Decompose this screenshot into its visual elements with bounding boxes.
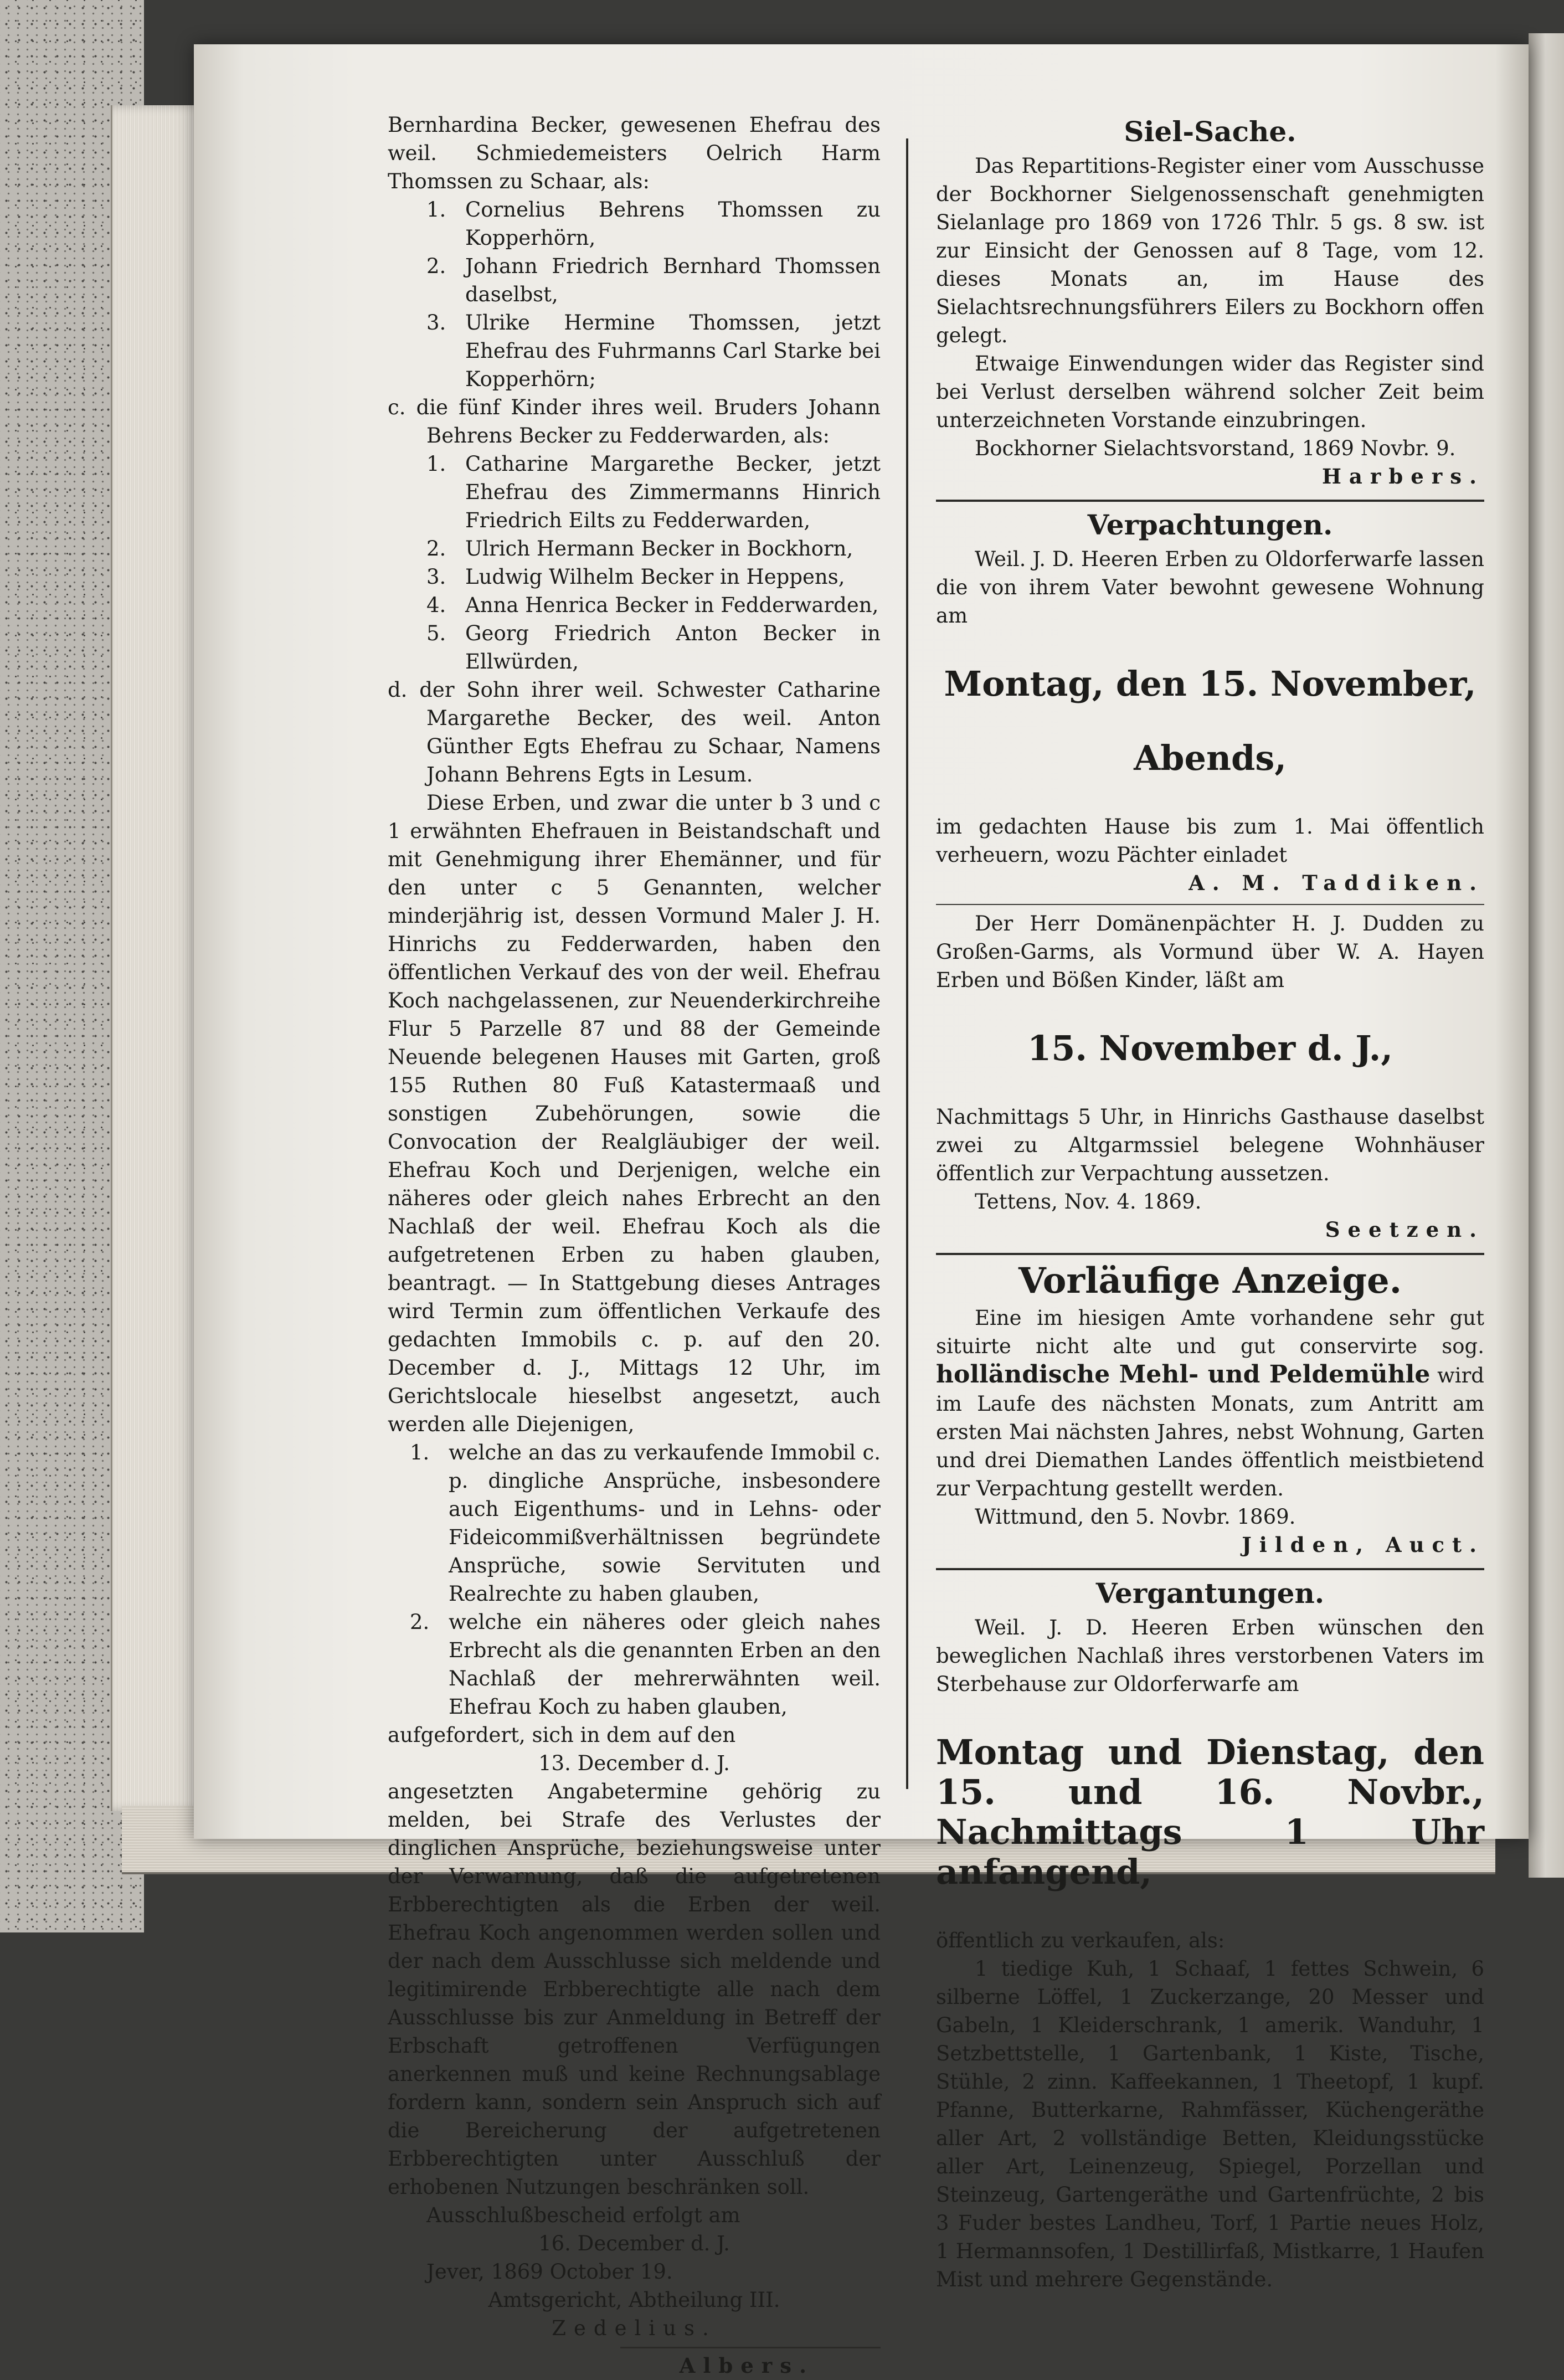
left-column <box>388 111 881 2380</box>
c-intro: c. die fünf Kinder ihres weil. Bruders Johann Behrens Becker zu Fedderwarden, als: <box>388 395 881 448</box>
heir-item: 3. Ludwig Wilhelm Becker in Heppens, <box>426 565 845 589</box>
date-line: 16. December d. J. <box>538 2232 730 2255</box>
vergantungen-sale: öffentlich zu verkaufen, als: <box>936 1929 1225 1952</box>
section-heading-vorlaeufige: Vorläufige Anzeige. <box>1018 1260 1402 1302</box>
warning-paragraph: angesetzten Angabetermine gehörig zu melden, bei Strafe des Verlustes der dinglichen Ansprüche, beziehungsweise unter der Verwarnung, daß die aufgetretenen Erbberechtigten als die Erben der weil. Ehefrau Koch angenommen werden sollen und der nach dem Ausschlusse sich meldende und legitimirende Erbberechtigte alle nach dem Ausschlusse bis zur Anmeldung in Betreff der Erbschaft getroffenen Verfügungen anerkennen muß und keine Rechnungsablage fordern kann, sondern sein Anspruch sich auf die Bereicherung der aufgetretenen Erbberechtigten unter Ausschluß der erhobenen Nutzungen beschränken soll. <box>388 1780 881 2199</box>
signer-name: Zedelius. <box>552 2316 717 2340</box>
ad1-signer: A. M. Taddiken. <box>1189 871 1484 895</box>
section-rule <box>936 500 1484 502</box>
ad1-intro: Weil. J. D. Heeren Erben zu Oldorferwarfe lassen die von ihrem Vater bewohnt gewesene Wohnung am <box>936 547 1484 628</box>
heir-item: 3. Ulrike Hermine Thomssen, jetzt Ehefrau des Fuhrmanns Carl Starke bei Kopperhörn; <box>426 311 881 391</box>
intro-text: Bernhardina Becker, gewesenen Ehefrau des weil. Schmiedemeisters Oelrich Harm Thomssen zu Schaar, als: <box>388 113 881 193</box>
section-rule <box>936 1568 1484 1570</box>
heir-item: 4. Anna Henrica Becker in Fedderwarden, <box>426 593 879 617</box>
ad2-date: 15. November d. J., <box>1027 1028 1393 1068</box>
footer-rule <box>620 2347 881 2348</box>
ausschluss-line: Ausschlußbescheid erfolgt am <box>426 2203 740 2227</box>
section-heading-siel: Siel-Sache. <box>1124 115 1297 148</box>
siel-body-2: Etwaige Einwendungen wider das Register sind bei Verlust derselben während solcher Zeit beim unterzeichneten Vorstande einzubringen. <box>936 352 1484 432</box>
mill-name: holländische Mehl- und Peldemühle <box>936 1360 1431 1389</box>
ad-divider <box>936 904 1484 905</box>
ad2-body: Nachmittags 5 Uhr, in Hinrichs Gasthause daselbst zwei zu Altgarmssiel belegene Wohnhäuser öffentlich zur Verpachtung aussetzen. <box>936 1105 1484 1185</box>
heir-item: 1. Cornelius Behrens Thomssen zu Kopperhörn, <box>426 198 881 250</box>
claim-item: 1. welche an das zu verkaufende Immobil c. p. dingliche Ansprüche, insbesondere auch Eigenthums- und in Lehns- oder Fideicommißverhältnissen begründete Ansprüche, sowie Servituten und Realrechte zu haben glauben, <box>410 1441 881 1606</box>
vergantungen-intro: Weil. J. D. Heeren Erben wünschen den beweglichen Nachlaß ihres verstorbenen Vaters im Sterbehause zur Oldorferwarfe am <box>936 1616 1484 1696</box>
summons-text: aufgefordert, sich in dem auf den <box>388 1723 736 1747</box>
date-line: 13. December d. J. <box>538 1751 730 1775</box>
section-rule <box>936 1253 1484 1255</box>
main-paragraph: Diese Erben, und zwar die unter b 3 und c 1 erwähnten Ehefrauen in Beistandschaft und mit Genehmigung ihrer Ehemänner, und für den unter c 5 Genannten, welcher minderjährig ist, dessen Vormund Maler J. H. Hinrichs zu Fedderwarden, haben den öffentlichen Verkauf des von der weil. Ehefrau Koch nachgelassenen, zur Neuenderkirchreihe Flur 5 Parzelle 87 und 88 der Gemeinde Neuende belegenen Hauses mit Garten, groß 155 Ruthen 80 Fuß Katastermaaß und sonstigen Zubehörungen, sowie die Convocation der Realgläubiger der weil. Ehefrau Koch und Derjenigen, welche ein näheres oder gleich nahes Erbrecht an den Nachlaß der weil. Ehefrau Koch als die aufgetretenen Erben zu haben glauben, beantragt. — In Stattgebung dieses Antrages wird Termin zum öffentlichen Verkaufe des gedachten Immobils c. p. auf den 20. December d. J., Mittags 12 Uhr, im Gerichtslocale hieselbst angesetzt, auch werden alle Diejenigen, <box>388 791 881 1436</box>
vergantungen-date: Montag und Dienstag, den 15. und 16. Novbr., Nachmittags 1 Uhr anfangend, <box>936 1732 1484 1892</box>
siel-dateline: Bockhorner Sielachtsvorstand, 1869 Novbr. 9. <box>975 436 1456 460</box>
heir-item: 5. Georg Friedrich Anton Becker in Ellwürden, <box>426 621 881 674</box>
section-heading-vergantungen: Vergantungen. <box>1095 1577 1325 1610</box>
vorlaeufige-body: Eine im hiesigen Amte vorhandene sehr gut situirte nicht alte und gut conservirte sog. holländische Mehl- und Peldemühle wird im Laufe des nächsten Monats, zum Antritt am ersten Mai nächsten Jahres, nebst Wohnung, Garten und drei Diemathen Landes öffentlich meistbietend zur Verpachtung gestellt werden. <box>936 1306 1484 1500</box>
ad2-intro: Der Herr Domänenpächter H. J. Dudden zu Großen-Garms, als Vormund über W. A. Hayen Erben und Bößen Kinder, läßt am <box>936 912 1484 992</box>
ad2-signer: Seetzen. <box>1325 1217 1484 1242</box>
heir-item: 1. Catharine Margarethe Becker, jetzt Ehefrau des Zimmermanns Hinrich Friedrich Eilts zu Fedderwarden, <box>426 452 881 532</box>
ad1-body: im gedachten Hause bis zum 1. Mai öffentlich verheuern, wozu Pächter einladet <box>936 815 1484 867</box>
next-page-edge <box>1529 33 1564 1878</box>
vergantungen-items: 1 tiedige Kuh, 1 Schaaf, 1 fettes Schwein, 6 silberne Löffel, 1 Zuckerzange, 20 Messer und Gabeln, 1 Kleiderschrank, 1 amerik. Wanduhr, 1 Setzbettstelle, 1 Gartenbank, 1 Kiste, Tische, Stühle, 2 zinn. Kaffeekannen, 1 Theetopf, 1 kupf. Pfanne, Butterkarne, Rahmfässer, Küchengeräthe aller Art, 2 vollständige Betten, Kleidungsstücke aller Art, Leinenzeug, Spiegel, Porzellan und Steinzeug, Gartengeräthe und Gartenfrüchte, 2 bis 3 Fuder bestes Landheu, Torf, 1 Partie neues Holz, 1 Hermannsofen, 1 Destillirfaß, Mistkarre, 1 Haufen Mist und mehrere Gegenstände. <box>936 1957 1484 2291</box>
place-date: Jever, 1869 October 19. <box>426 2260 673 2284</box>
vorlaeufige-dateline: Wittmund, den 5. Novbr. 1869. <box>975 1505 1296 1529</box>
siel-signer: Harbers. <box>1321 464 1484 489</box>
right-column <box>936 111 1484 2294</box>
column-divider <box>906 138 908 1789</box>
court-name: Amtsgericht, Abtheilung III. <box>488 2288 780 2312</box>
ad1-time: Abends, <box>1134 738 1287 778</box>
countersign-name: Albers. <box>679 2353 814 2378</box>
siel-body: Das Repartitions-Register einer vom Ausschusse der Bockhorner Sielgenossenschaft genehmigten Sielanlage pro 1869 von 1726 Thlr. 5 gs. 8 sw. ist zur Einsicht der Genossen auf 8 Tage, vom 12. dieses Monats an, im Hause des Sielachtsrechnungsführers Eilers zu Bockhorn offen gelegt. <box>936 154 1484 347</box>
heir-item: 2. Johann Friedrich Bernhard Thomssen daselbst, <box>426 254 881 306</box>
heir-item: 2. Ulrich Hermann Becker in Bockhorn, <box>426 537 853 561</box>
d-item: d. der Sohn ihrer weil. Schwester Catharine Margarethe Becker, des weil. Anton Günther Egts Ehefrau zu Schaar, Namens Johann Behrens Egts in Lesum. <box>388 678 881 787</box>
section-heading-verpachtungen: Verpachtungen. <box>1087 508 1333 541</box>
ad1-date: Montag, den 15. November, <box>944 664 1476 704</box>
vorlaeufige-signer: Jilden, Auct. <box>1242 1533 1484 1557</box>
claim-item: 2. welche ein näheres oder gleich nahes Erbrecht als die genannten Erben an den Nachlaß der mehrerwähnten weil. Ehefrau Koch zu haben glauben, <box>410 1610 881 1719</box>
ad2-dateline: Tettens, Nov. 4. 1869. <box>975 1190 1202 1214</box>
